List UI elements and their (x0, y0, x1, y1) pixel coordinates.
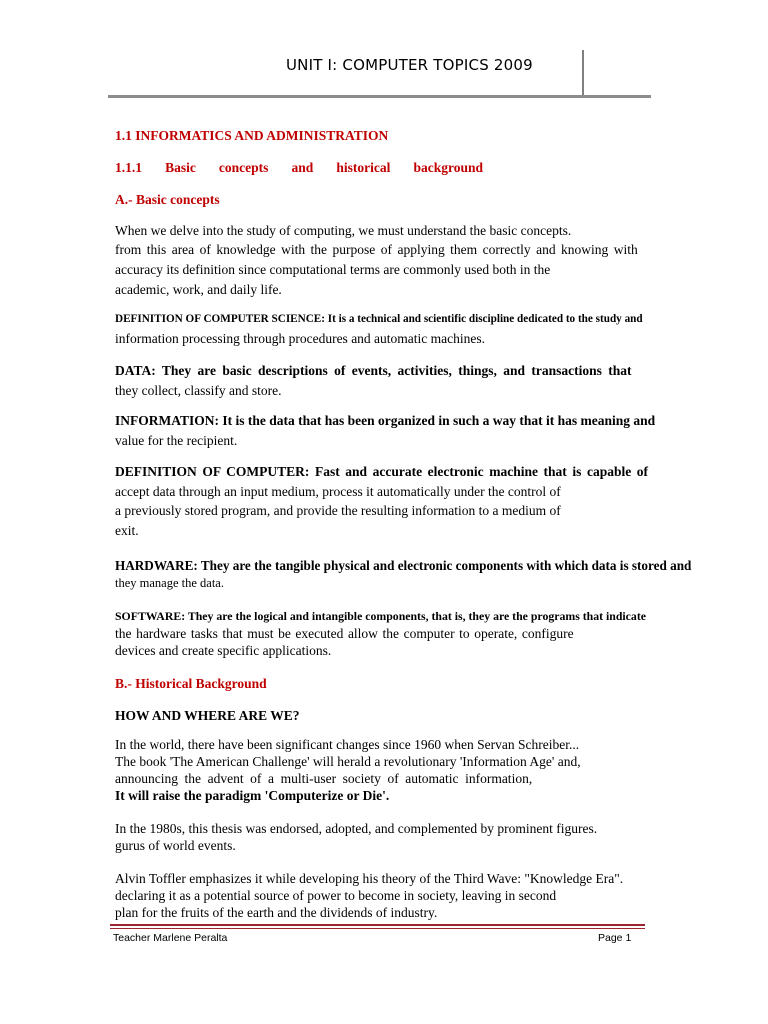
definition-computer-cont: a previously stored program, and provide the resulting information to a medium of (115, 503, 561, 518)
history-question: HOW AND WHERE ARE WE? (115, 708, 300, 723)
definition-computer-science: DEFINITION OF COMPUTER SCIENCE: It is a technical and scientific discipline dedicated to the study and (115, 313, 643, 325)
history-paragraph-line: plan for the fruits of the earth and the dividends of industry. (115, 905, 438, 920)
intro-line: accuracy its definition since computational terms are commonly used both in the (115, 262, 551, 277)
definition-computer: DEFINITION OF COMPUTER: Fast and accurate electronic machine that is capable of (115, 464, 649, 479)
subheading-word: and (291, 160, 314, 175)
subheading-word: 1.1.1 (115, 160, 142, 175)
part-a-heading: A.- Basic concepts (115, 192, 220, 207)
subheading-word: historical (336, 160, 391, 175)
footer-page-number: Page 1 (598, 932, 632, 944)
footer-author: Teacher Marlene Peralta (113, 932, 228, 944)
part-b-heading: B.- Historical Background (115, 676, 267, 691)
history-paradigm: It will raise the paradigm 'Computerize or Die'. (115, 788, 390, 803)
definition-software-cont: the hardware tasks that must be executed allow the computer to operate, configure (115, 626, 574, 641)
definition-data-cont: they collect, classify and store. (115, 383, 282, 398)
definition-software-cont: devices and create specific applications. (115, 643, 332, 658)
history-paragraph-line: In the world, there have been significant changes since 1960 when Servan Schreiber... (115, 737, 580, 752)
history-paragraph-line: In the 1980s, this thesis was endorsed, adopted, and complemented by prominent figures. (115, 821, 598, 836)
history-paragraph-line: gurus of world events. (115, 838, 236, 853)
intro-line: When we delve into the study of computing, we must understand the basic concepts. (115, 223, 572, 238)
subheading-word: background (413, 160, 483, 175)
definition-computer-cont: exit. (115, 523, 139, 538)
definition-computer-cont: accept data through an input medium, process it automatically under the control of (115, 484, 561, 499)
subheading-word: Basic (165, 160, 196, 175)
history-paragraph-line: declaring it as a potential source of power to become in society, leaving in second (115, 888, 557, 903)
history-paragraph-line: announcing the advent of a multi-user society of automatic information, (115, 771, 533, 786)
definition-hardware: HARDWARE: They are the tangible physical and electronic components with which data is stored and (115, 558, 692, 573)
intro-line: from this area of knowledge with the purpose of applying them correctly and knowing with (115, 242, 638, 257)
footer-rule (110, 924, 645, 926)
subsection-heading (115, 160, 483, 176)
footer-rule-thin (110, 928, 645, 929)
definition-information: INFORMATION: It is the data that has been organized in such a way that it has meaning and (115, 413, 656, 428)
history-paragraph-line: Alvin Toffler emphasizes it while developing his theory of the Third Wave: "Knowledge Era". (115, 871, 624, 886)
intro-line: academic, work, and daily life. (115, 282, 282, 297)
definition-hardware-cont: they manage the data. (115, 576, 224, 590)
subheading-word: concepts (218, 160, 269, 175)
page-header-title: UNIT I: COMPUTER TOPICS 2009 (286, 56, 533, 74)
definition-information-cont: value for the recipient. (115, 433, 238, 448)
section-heading: 1.1 INFORMATICS AND ADMINISTRATION (115, 128, 389, 143)
history-paragraph-line: The book 'The American Challenge' will herald a revolutionary 'Information Age' and, (115, 754, 581, 769)
definition-computer-science-cont: information processing through procedures and automatic machines. (115, 331, 486, 346)
header-horizontal-rule (108, 95, 651, 98)
definition-software: SOFTWARE: They are the logical and intangible components, that is, they are the programs that indicate (115, 609, 646, 623)
header-vertical-rule (582, 50, 584, 96)
definition-data: DATA: They are basic descriptions of events, activities, things, and transactions that (115, 363, 632, 378)
